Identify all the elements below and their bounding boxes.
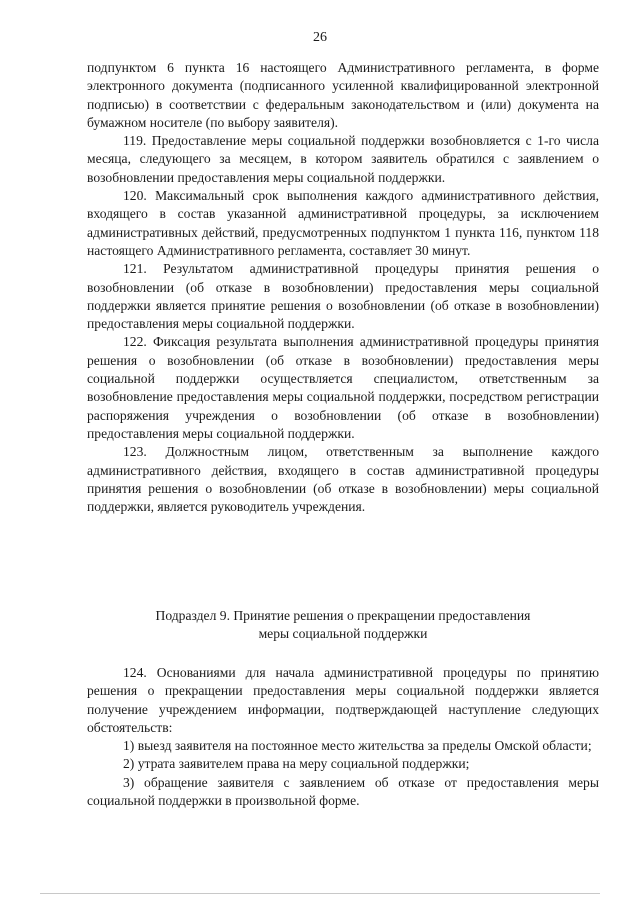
lower-text-block — [87, 664, 599, 810]
paragraph-121: 121. Результатом административной процедуры принятия решения о возобновлении (об отказе в возобновлении) предоставления меры социальной поддержки является принятие решения о возобновлении (об отказе в возобновлении) предоставления меры социальной поддержки. — [87, 261, 599, 332]
page-number: 26 — [313, 30, 327, 45]
list-item-3: 3) обращение заявителя с заявлением об отказе от предоставления меры социальной поддержки в произвольной форме. — [87, 774, 599, 809]
scan-edge-line — [40, 893, 600, 894]
upper-text-block — [87, 59, 599, 516]
paragraph-continuation: подпунктом 6 пункта 16 настоящего Административного регламента, в форме электронного документа (подписанного усиленной квалифицированной электронной подписью) в соответствии с федеральным законодательством и (или) документа на бумажном носителе (по выбору заявителя). — [87, 60, 599, 130]
section-title-line-2: меры социальной поддержки — [258, 626, 428, 642]
paragraph-120: 120. Максимальный срок выполнения каждого административного действия, входящего в состав указанной административной процедуры, за исключением административных действий, предусмотренных подпунктом 1 пункта 116, пунктом 118 настоящего Административного регламента, составляет 30 минут. — [87, 188, 599, 258]
section-title — [87, 607, 599, 644]
paragraph-119: 119. Предоставление меры социальной поддержки возобновляется с 1-го числа месяца, следующего за месяцем, в котором заявитель обратился с заявлением о возобновлении предоставления меры социальной поддержки. — [87, 133, 599, 185]
list-item-2: 2) утрата заявителем права на меру социальной поддержки; — [123, 756, 470, 772]
section-title-line-1: Подраздел 9. Принятие решения о прекращении предоставления — [155, 608, 531, 623]
list-item-1: 1) выезд заявителя на постоянное место жительства за пределы Омской области; — [123, 738, 592, 754]
paragraph-123: 123. Должностным лицом, ответственным за выполнение каждого административного действия, входящего в состав административной процедуры принятия решения о возобновлении (об отказе в возобновлении) меры социальной поддержки, является руководитель учреждения. — [87, 444, 599, 515]
paragraph-124: 124. Основаниями для начала административной процедуры по принятию решения о прекращении предоставления меры социальной поддержки является получение учреждением информации, подтверждающей наступление следующих обстоятельств: — [87, 665, 599, 735]
paragraph-122: 122. Фиксация результата выполнения административной процедуры принятия решения о возобновлении (об отказе в возобновлении) предоставления меры социальной поддержки осуществляется специалистом, ответственным за возобновление предоставления меры социальной поддержки, посредством регистрации распоряжения учреждения о возобновлении (об отказе в возобновлении) предоставления меры социальной поддержки. — [87, 334, 599, 441]
